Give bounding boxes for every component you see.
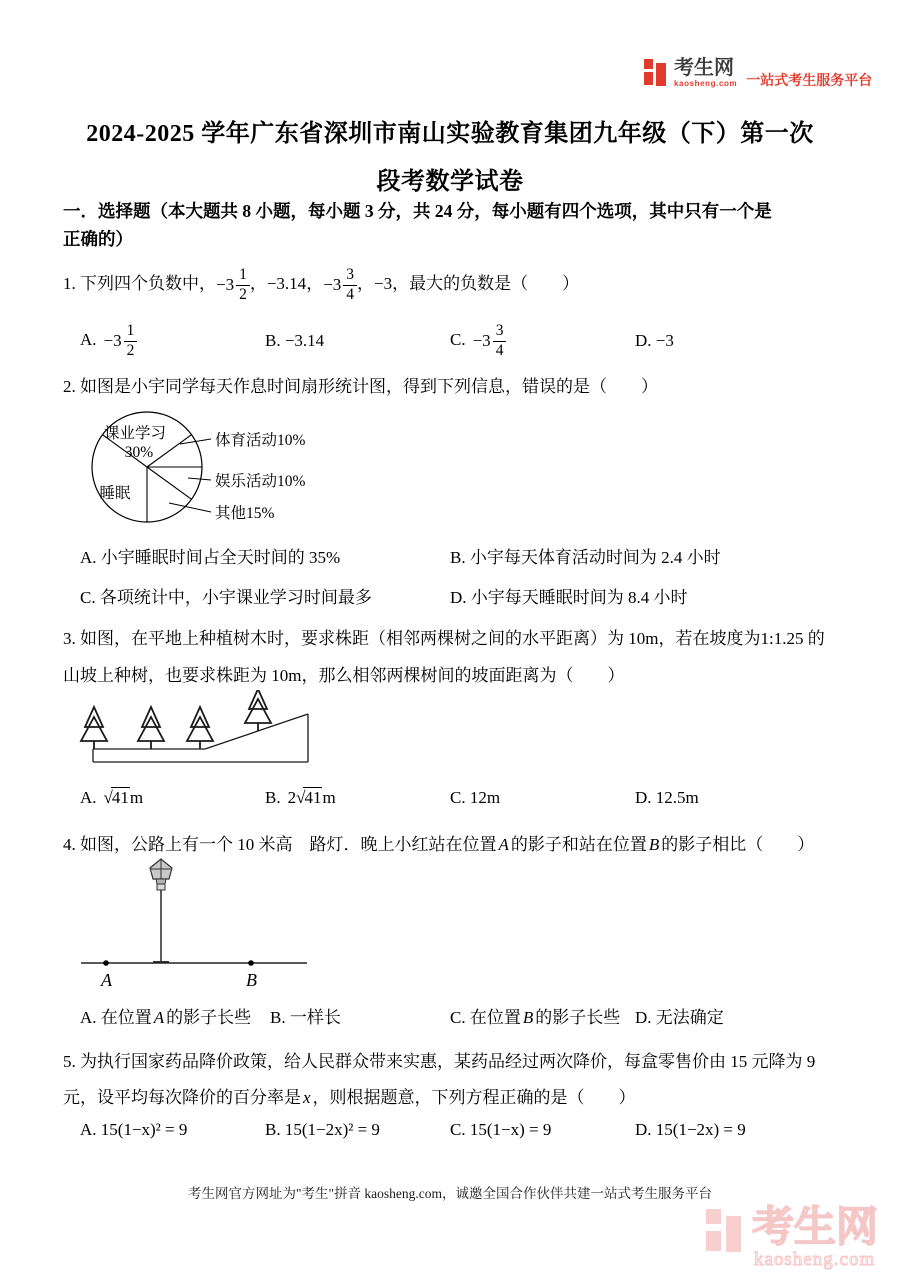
question-4-options xyxy=(80,1003,724,1028)
q1-value-4: −3 xyxy=(374,274,393,293)
q4-option-c-1: C. 在位置 xyxy=(450,1008,521,1027)
q4-option-c xyxy=(450,1003,635,1028)
watermark-text xyxy=(752,1203,900,1273)
q1-value-2: −3.14 xyxy=(266,274,307,293)
leader-line-other xyxy=(169,503,211,512)
tree-icon xyxy=(245,690,271,731)
tree-icon xyxy=(81,707,107,749)
q4-option-c-2: 的影子长些 xyxy=(535,1008,621,1027)
slope-trees-drawing xyxy=(75,690,315,770)
pie-label-study: 课业学习 xyxy=(103,425,167,442)
q4-option-a xyxy=(80,1003,270,1028)
point-a-dot xyxy=(103,960,109,966)
watermark xyxy=(706,1203,900,1273)
leader-line-entertainment xyxy=(188,478,211,480)
point-a-label: A xyxy=(101,970,112,990)
pie-chart xyxy=(75,402,410,550)
q1-option-d: D. −3 xyxy=(635,331,674,350)
pie-label-sports: 体育活动10% xyxy=(215,432,306,449)
q3-line2: 山坡上种树，也要求株距为 10m，那么相邻两棵树间的坡面距离为（ ） xyxy=(63,666,625,685)
pie-label-sleep: 睡眠 xyxy=(99,485,131,502)
q2-option-b: B. 小宇每天体育活动时间为 2.4 小时 xyxy=(450,548,721,567)
q3-option-a xyxy=(80,788,265,808)
q1-option-b: B. −3.14 xyxy=(265,331,325,350)
pie-boundary xyxy=(147,467,192,499)
q5-line1: 5. 为执行国家药品降价政策，给人民群众带来实惠，某药品经过两次降价，每盒零售价由 15 元降为 9 xyxy=(63,1052,816,1071)
q5-option-b: B. 15(1−2x)² = 9 xyxy=(265,1120,380,1139)
q1-option-a xyxy=(80,322,265,360)
brand-tagline: 一站式考生服务平台 xyxy=(746,72,873,88)
kaosheng-watermark-icon xyxy=(706,1209,746,1267)
q1-option-c-int: −3 xyxy=(472,331,491,351)
watermark-brand-name: 考生网 xyxy=(752,1205,879,1251)
pie-label-other: 其他15% xyxy=(215,505,275,522)
radical-sign: √ xyxy=(103,788,112,807)
q4-option-a-var: A xyxy=(153,1008,165,1027)
q1-option-c-num: 3 xyxy=(493,322,507,342)
slope-line xyxy=(205,714,308,749)
q1-m2-numerator: 3 xyxy=(343,266,357,286)
point-b-label: B xyxy=(246,970,257,990)
q4-part3: 的影子相比（ ） xyxy=(661,835,815,854)
question-1-text xyxy=(63,256,579,312)
watermark-brand-domain: kaosheng.com xyxy=(754,1249,876,1270)
q3-option-d: D. 12.5m xyxy=(635,788,699,807)
pie-chart-figure xyxy=(75,402,410,555)
question-3-text xyxy=(63,620,825,694)
q5-option-a: A. 15(1−x)² = 9 xyxy=(80,1120,188,1139)
comma: ， xyxy=(249,274,267,293)
question-2-options xyxy=(80,543,721,608)
q2-option-a: A. 小宇睡眠时间占全天时间的 35% xyxy=(80,548,341,567)
kaosheng-logo-icon xyxy=(644,57,669,91)
comma: ， xyxy=(306,274,324,293)
page-title-line1: 2024-2025 学年广东省深圳市南山实验教育集团九年级（下）第一次 xyxy=(86,121,814,147)
slope-trees-figure xyxy=(75,690,315,775)
street-lamp-drawing xyxy=(75,856,315,996)
q4-option-c-var: B xyxy=(522,1008,534,1027)
q3-option-b-label: B. xyxy=(265,788,281,807)
question-2-text: 2. 如图是小宇同学每天作息时间扇形统计图，得到下列信息，错误的是（ ） xyxy=(63,377,658,396)
q1-m1-numerator: 1 xyxy=(236,266,250,286)
q3-option-a-radicand: 41 xyxy=(111,788,129,807)
q5-var-x: x xyxy=(303,1088,311,1107)
question-4-text xyxy=(63,830,814,855)
q3-line1: 3. 如图，在平地上种植树木时，要求株距（相邻两棵树之间的水平距离）为 10m，若在坡度为1:1.25 的 xyxy=(63,629,825,648)
page-title-line2: 段考数学试卷 xyxy=(376,169,524,195)
q3-option-b-radicand: 41 xyxy=(304,788,322,807)
q3-option-a-label: A. xyxy=(80,788,97,807)
q1-m2-denominator: 4 xyxy=(346,285,355,303)
section-heading-line1: 一．选择题（本大题共 8 小题，每小题 3 分，共 24 分，每小题有四个选项，其中只有一个是 xyxy=(63,201,772,221)
point-b-dot xyxy=(248,960,254,966)
q3-option-a-unit: m xyxy=(129,788,144,807)
q4-var-b: B xyxy=(648,835,660,854)
q1-option-c-label: C. xyxy=(450,329,466,349)
q5-line2-part1: 元，设平均每次降价的百分率是 xyxy=(63,1088,301,1107)
q3-option-b xyxy=(265,788,450,808)
q4-option-a-2: 的影子长些 xyxy=(166,1008,252,1027)
tree-icon xyxy=(187,707,213,749)
q3-option-c: C. 12m xyxy=(450,788,501,807)
q5-line2-part2: ，则根据题意，下列方程正确的是（ ） xyxy=(312,1088,636,1107)
q1-option-a-label: A. xyxy=(80,329,97,349)
q3-option-b-coef: 2 xyxy=(287,788,297,807)
q5-option-c: C. 15(1−x) = 9 xyxy=(450,1120,552,1139)
q5-option-d: D. 15(1−2x) = 9 xyxy=(635,1120,746,1139)
q2-option-c: C. 各项统计中，小宇课业学习时间最多 xyxy=(80,588,372,607)
q1-m1-int: −3 xyxy=(216,275,235,295)
question-1-options xyxy=(80,314,674,368)
question-5-options xyxy=(80,1115,746,1145)
q5-line2 xyxy=(63,1080,815,1116)
q2-option-d: D. 小宇每天睡眠时间为 8.4 小时 xyxy=(450,588,688,607)
q4-part1: 4. 如图，公路上有一个 10 米高 路灯．晚上小红站在位置 xyxy=(63,835,497,854)
q1-option-c xyxy=(450,322,635,360)
q4-option-b: B. 一样长 xyxy=(270,1008,341,1027)
tree-icon xyxy=(138,707,164,749)
footer-note: 考生网官方网址为"考生"拼音 kaosheng.com，诚邀全国合作伙伴共建一站式考生服务平台 xyxy=(187,1186,712,1201)
q4-option-a-1: A. 在位置 xyxy=(80,1008,152,1027)
q1-option-a-int: −3 xyxy=(103,331,122,351)
q4-part2: 的影子和站在位置 xyxy=(510,835,647,854)
q1-mixed-number-2 xyxy=(323,266,357,304)
q1-mixed-number-1 xyxy=(216,266,250,304)
radical-sign: √ xyxy=(296,788,305,807)
question-5-text xyxy=(63,1044,815,1116)
q4-var-a: A xyxy=(498,835,509,854)
q1-option-a-den: 2 xyxy=(126,341,135,359)
q1-m1-denominator: 2 xyxy=(239,285,247,303)
comma: ， xyxy=(357,274,375,293)
q1-m2-int: −3 xyxy=(323,275,342,295)
brand-domain: kaosheng.com xyxy=(674,79,738,88)
q1-option-c-den: 4 xyxy=(495,341,504,359)
q4-option-d: D. 无法确定 xyxy=(635,1008,724,1027)
pie-label-entertainment: 娱乐活动10% xyxy=(215,473,306,490)
site-logo xyxy=(644,57,872,91)
q1-stem-before: 1. 下列四个负数中， xyxy=(63,274,216,293)
question-3-options xyxy=(80,783,699,813)
pie-label-study-pct: 30% xyxy=(124,444,154,461)
q3-option-b-unit: m xyxy=(322,788,336,807)
brand-name: 考生网 xyxy=(674,57,734,79)
section-heading xyxy=(63,197,853,253)
lamp-head-icon xyxy=(150,859,172,890)
q1-stem-after: ，最大的负数是（ ） xyxy=(392,274,580,293)
street-lamp-figure xyxy=(75,856,315,1001)
q1-option-a-num: 1 xyxy=(124,322,138,342)
section-heading-line2: 正确的） xyxy=(63,229,133,249)
